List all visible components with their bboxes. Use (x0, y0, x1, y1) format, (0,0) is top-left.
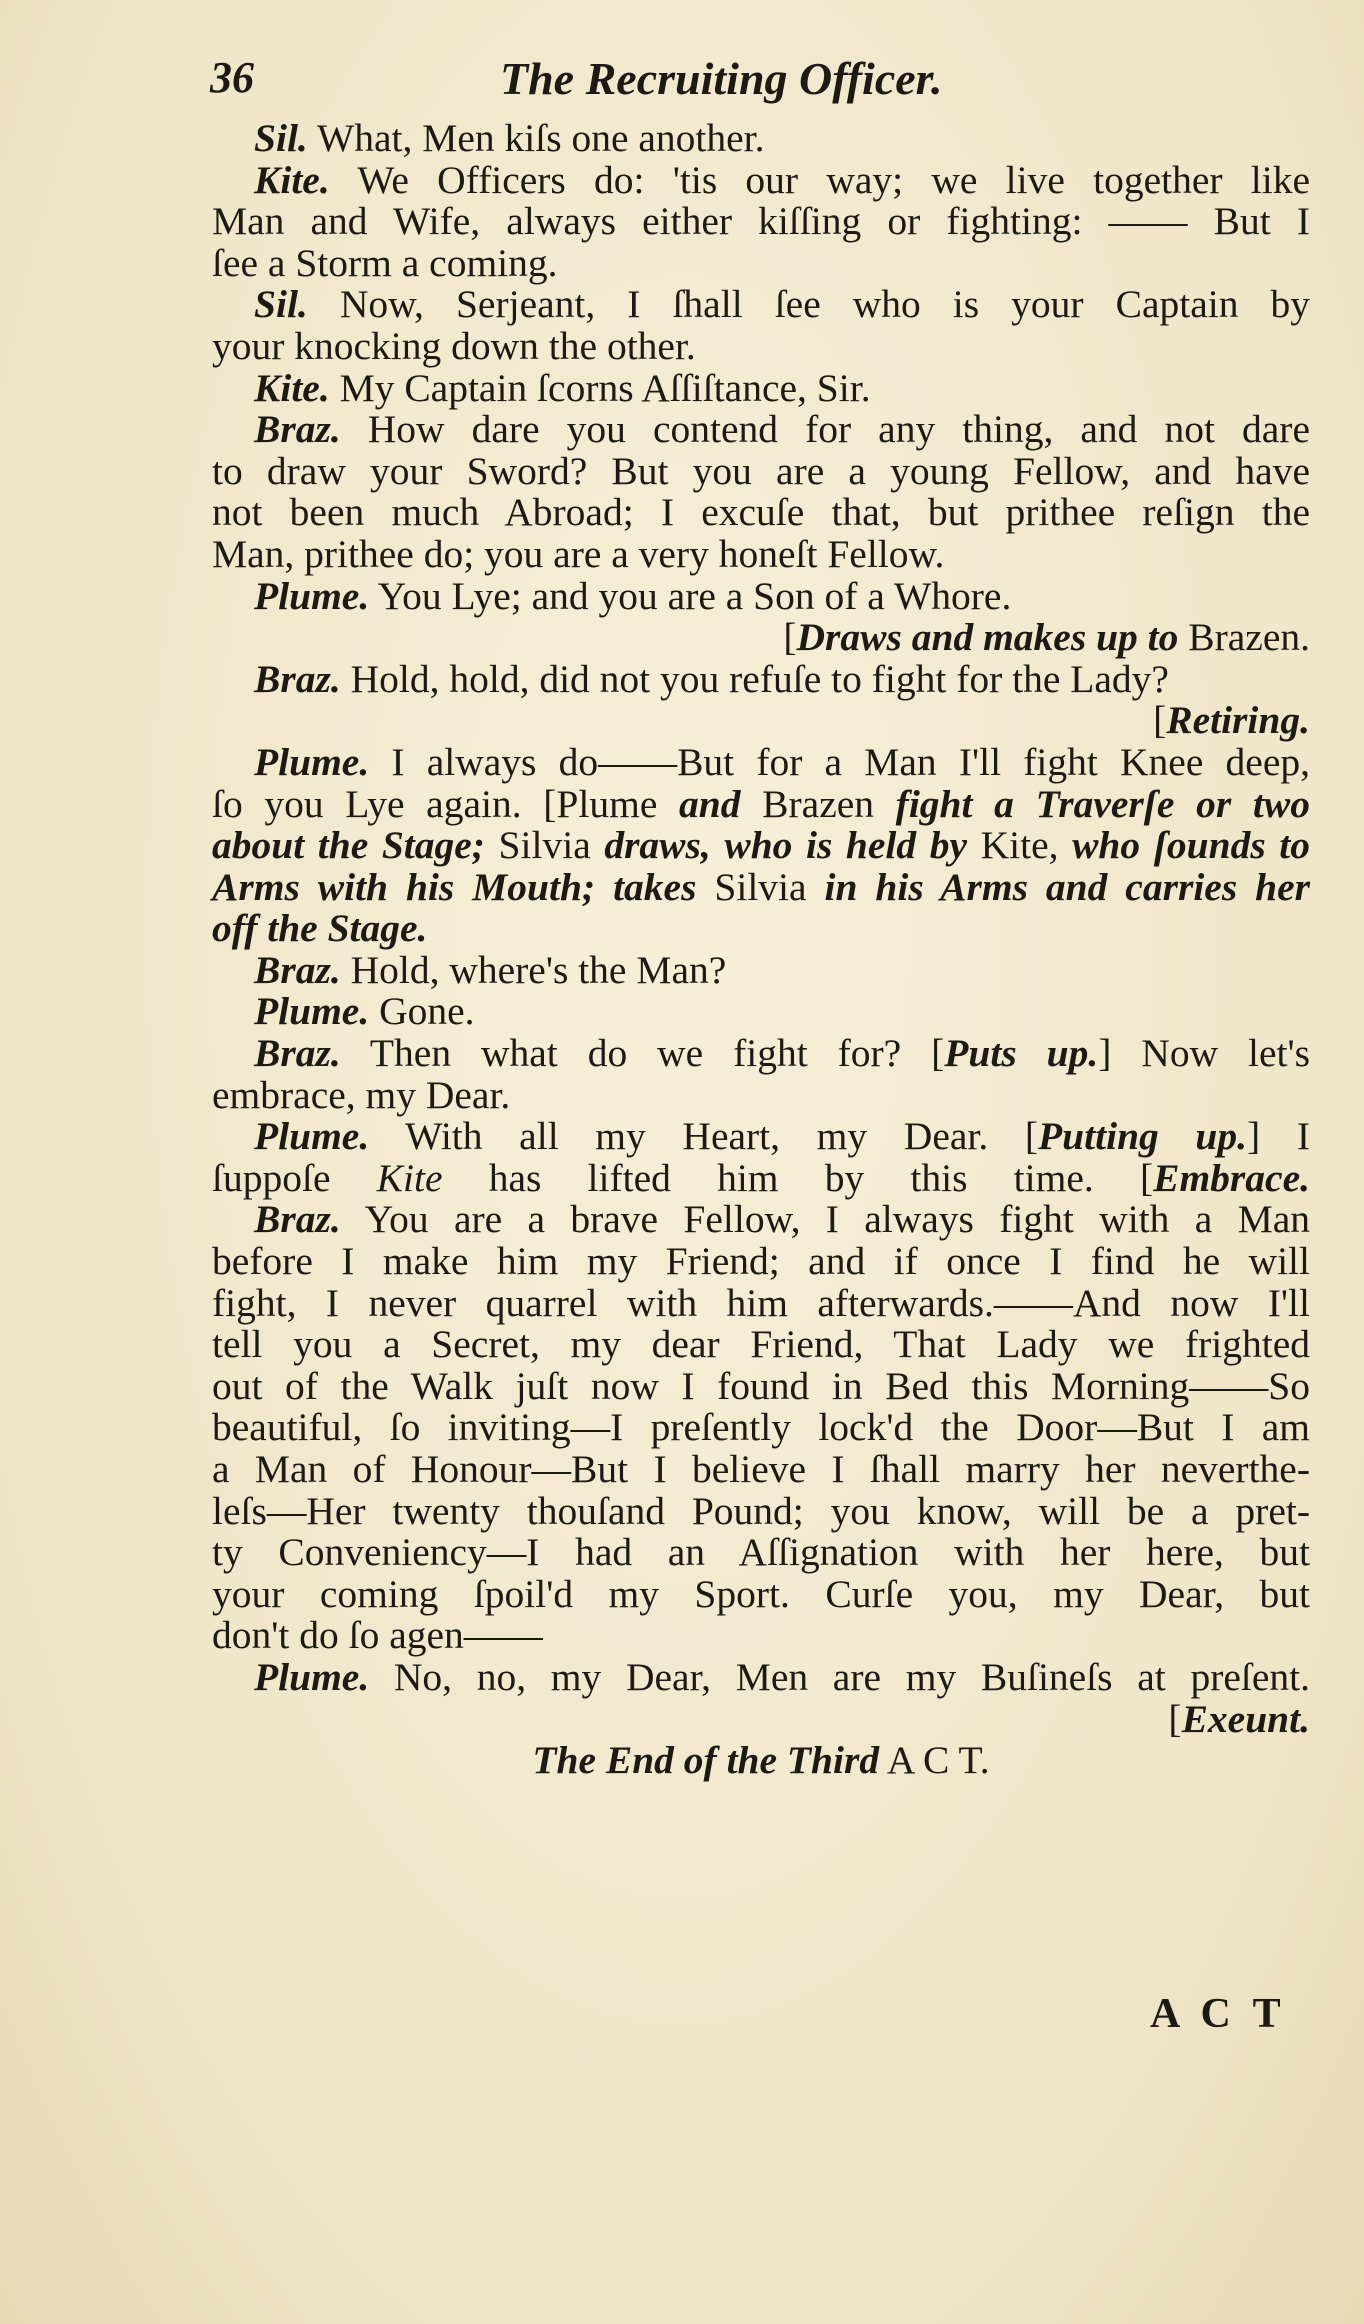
text-line (212, 864, 1311, 909)
italic-segment: off the Stage. (212, 906, 428, 951)
text-segment: ſo you Lye again. [Plume (212, 781, 680, 826)
text-line (212, 409, 1310, 451)
text-line (212, 365, 1310, 410)
italic-segment: and (679, 781, 741, 826)
text-segment: Silvia (484, 823, 605, 868)
italic-segment: The End of the Third (532, 1738, 880, 1783)
italic-segment: Braz. (254, 656, 341, 701)
text-segment: Man and Wife, always either kiſſing or fighting: —— But I (212, 199, 1310, 244)
italic-segment: Plume. (254, 989, 370, 1034)
text-segment: to draw your Sword? But you are a young Fellow, and have (212, 448, 1310, 493)
text-line (212, 531, 1310, 576)
italic-segment: who ſounds to (1072, 823, 1310, 868)
text-line (212, 1033, 1310, 1075)
text-segment: [ (783, 615, 797, 660)
italic-segment: takes (613, 864, 697, 909)
text-line (212, 1740, 1310, 1782)
text-line (212, 617, 1310, 659)
text-segment: Gone. (369, 989, 475, 1034)
italic-segment: Braz. (254, 1031, 341, 1076)
text-segment: A C T. (879, 1738, 990, 1783)
text-segment: Hold, hold, did not you refuſe to fight for the Lady? (340, 656, 1169, 701)
text-segment: fight, I never quarrel with him afterwards.——And now I'll (212, 1280, 1310, 1325)
text-line (212, 991, 1310, 1033)
text-segment: My Captain ſcorns Aſſiſtance, Sir. (329, 365, 871, 410)
running-title: The Recruiting Officer. (500, 53, 943, 104)
italic-segment: Braz. (254, 407, 341, 452)
text-line (212, 157, 1310, 202)
text-line (212, 1488, 1310, 1533)
text-line (212, 1072, 1310, 1117)
italic-segment: Puts up. (944, 1031, 1099, 1076)
text-line (212, 1654, 1310, 1699)
text-segment: your coming ſpoil'd my Sport. Curſe you, my Dear, but (212, 1571, 1310, 1616)
text-line (212, 201, 1310, 243)
text-segment: You Lye; and you are a Son of a Whore. (369, 573, 1012, 618)
italic-segment: Braz. (254, 1197, 341, 1242)
text-line (212, 1696, 1310, 1741)
text-segment: Brazen. (1178, 615, 1310, 660)
text-line (212, 1241, 1310, 1283)
text-line (212, 1155, 1310, 1200)
text-line (212, 118, 1310, 160)
text-segment: Kite, (967, 823, 1073, 868)
text-segment: not been much Abroad; I excuſe that, but prithee reſign the (212, 490, 1310, 535)
italic-segment: draws, who is held by (604, 823, 968, 868)
text-segment: your knocking down the other. (212, 323, 696, 368)
italic-segment: Braz. (254, 947, 341, 992)
italic-segment: Embrace. (1153, 1155, 1310, 1200)
text-segment: How dare you contend for any thing, and not dare (340, 407, 1310, 452)
text-line (212, 284, 1310, 326)
text-segment: out of the Walk juſt now I found in Bed this Morning——So (212, 1363, 1310, 1408)
text-segment: tell you a Secret, my dear Friend, That Lady we frighted (212, 1322, 1310, 1367)
text-segment: leſs—Her twenty thouſand Pound; you know, will be a pret- (212, 1488, 1310, 1533)
text-segment: No, no, my Dear, Men are my Buſineſs at preſent. (369, 1654, 1310, 1699)
italic-segment: Plume. (254, 1654, 370, 1699)
text-segment: don't do ſo agen—— (212, 1613, 543, 1658)
text-segment: Man, prithee do; you are a very honeſt Fellow. (212, 531, 945, 576)
italic-segment: Draws and makes up to (796, 615, 1179, 660)
text-line (212, 573, 1310, 618)
text-segment: before I make him my Friend; and if once I find he will (212, 1239, 1310, 1284)
text-segment: has lifted him by this time. [ (442, 1155, 1154, 1200)
text-segment: [ (1153, 698, 1167, 743)
italic-segment: Putting up. (1038, 1114, 1248, 1159)
text-line (212, 947, 1310, 992)
italic-segment: Arms with his Mouth; (212, 864, 596, 909)
text-line (212, 492, 1310, 534)
italic-segment: Exeunt. (1181, 1696, 1310, 1741)
italic-segment: Kite. (254, 157, 330, 202)
text-segment: ] Now let's (1098, 1031, 1310, 1076)
text-segment: ſee a Storm a coming. (212, 240, 558, 285)
text-segment: ] I (1247, 1114, 1310, 1159)
text-line (212, 1199, 1310, 1241)
italic-segment: Kite. (254, 365, 330, 410)
text-segment: ty Conveniency—I had an Aſſignation with her here, but (212, 1530, 1310, 1575)
body-text (212, 118, 1310, 1782)
text-line (212, 1407, 1310, 1449)
text-segment: I always do——But for a Man I'll fight Knee deep, (369, 739, 1310, 784)
text-line (212, 825, 1310, 867)
text-line (212, 739, 1310, 784)
text-line (212, 448, 1310, 493)
text-segment: With all my Heart, my Dear. [ (369, 1114, 1039, 1159)
text-line (212, 323, 1310, 368)
italic-segment: Sil. (254, 116, 308, 160)
italic-segment: Plume. (254, 1114, 370, 1159)
text-segment: Now, Serjeant, I ſhall ſee who is your Captain by (307, 282, 1310, 327)
text-segment: Brazen (740, 781, 896, 826)
italic-segment: Plume. (254, 573, 370, 618)
text-line (212, 1615, 1310, 1657)
text-segment: You are a brave Fellow, I always fight with a Man (340, 1197, 1310, 1242)
page-number: 36 (210, 53, 254, 102)
text-line (212, 781, 1310, 826)
italic-segment: fight a Traverſe or two (895, 781, 1310, 826)
italic-segment: Retiring. (1166, 698, 1310, 743)
text-segment: Then what do we fight for? [ (340, 1031, 945, 1076)
italic-segment: about the Stage; (212, 823, 485, 868)
italic-segment: Plume. (254, 739, 370, 784)
catchword: A C T (1150, 1991, 1287, 2037)
text-segment: [ (1168, 1696, 1182, 1741)
text-segment: Hold, where's the Man? (340, 947, 727, 992)
page-header (210, 52, 1290, 112)
text-segment: a Man of Honour—But I believe I ſhall marry her neverthe- (212, 1447, 1310, 1491)
text-line (212, 1116, 1310, 1158)
text-line (212, 240, 1310, 285)
text-segment (595, 865, 613, 909)
text-line (212, 1363, 1310, 1408)
text-line (212, 1532, 1310, 1574)
text-segment: What, Men kiſs one another. (307, 116, 765, 160)
text-line (212, 656, 1310, 701)
text-segment: We Officers do: 'tis our way; we live together like (329, 157, 1310, 202)
text-line (212, 1324, 1310, 1366)
text-line (212, 908, 1310, 950)
text-line (212, 1280, 1310, 1325)
text-line (212, 1449, 1310, 1491)
italic-segment: in his Arms and carries her (824, 864, 1311, 909)
italic-segment: Sil. (254, 282, 308, 327)
text-segment: embrace, my Dear. (212, 1072, 511, 1117)
text-segment: beautiful, ſo inviting—I preſently lock'd the Door—But I am (212, 1405, 1310, 1450)
text-line (212, 700, 1310, 742)
text-segment: ſuppoſe (212, 1155, 377, 1200)
text-line (212, 1571, 1310, 1616)
text-segment: Kite (376, 1155, 443, 1200)
text-segment: Silvia (696, 864, 825, 909)
